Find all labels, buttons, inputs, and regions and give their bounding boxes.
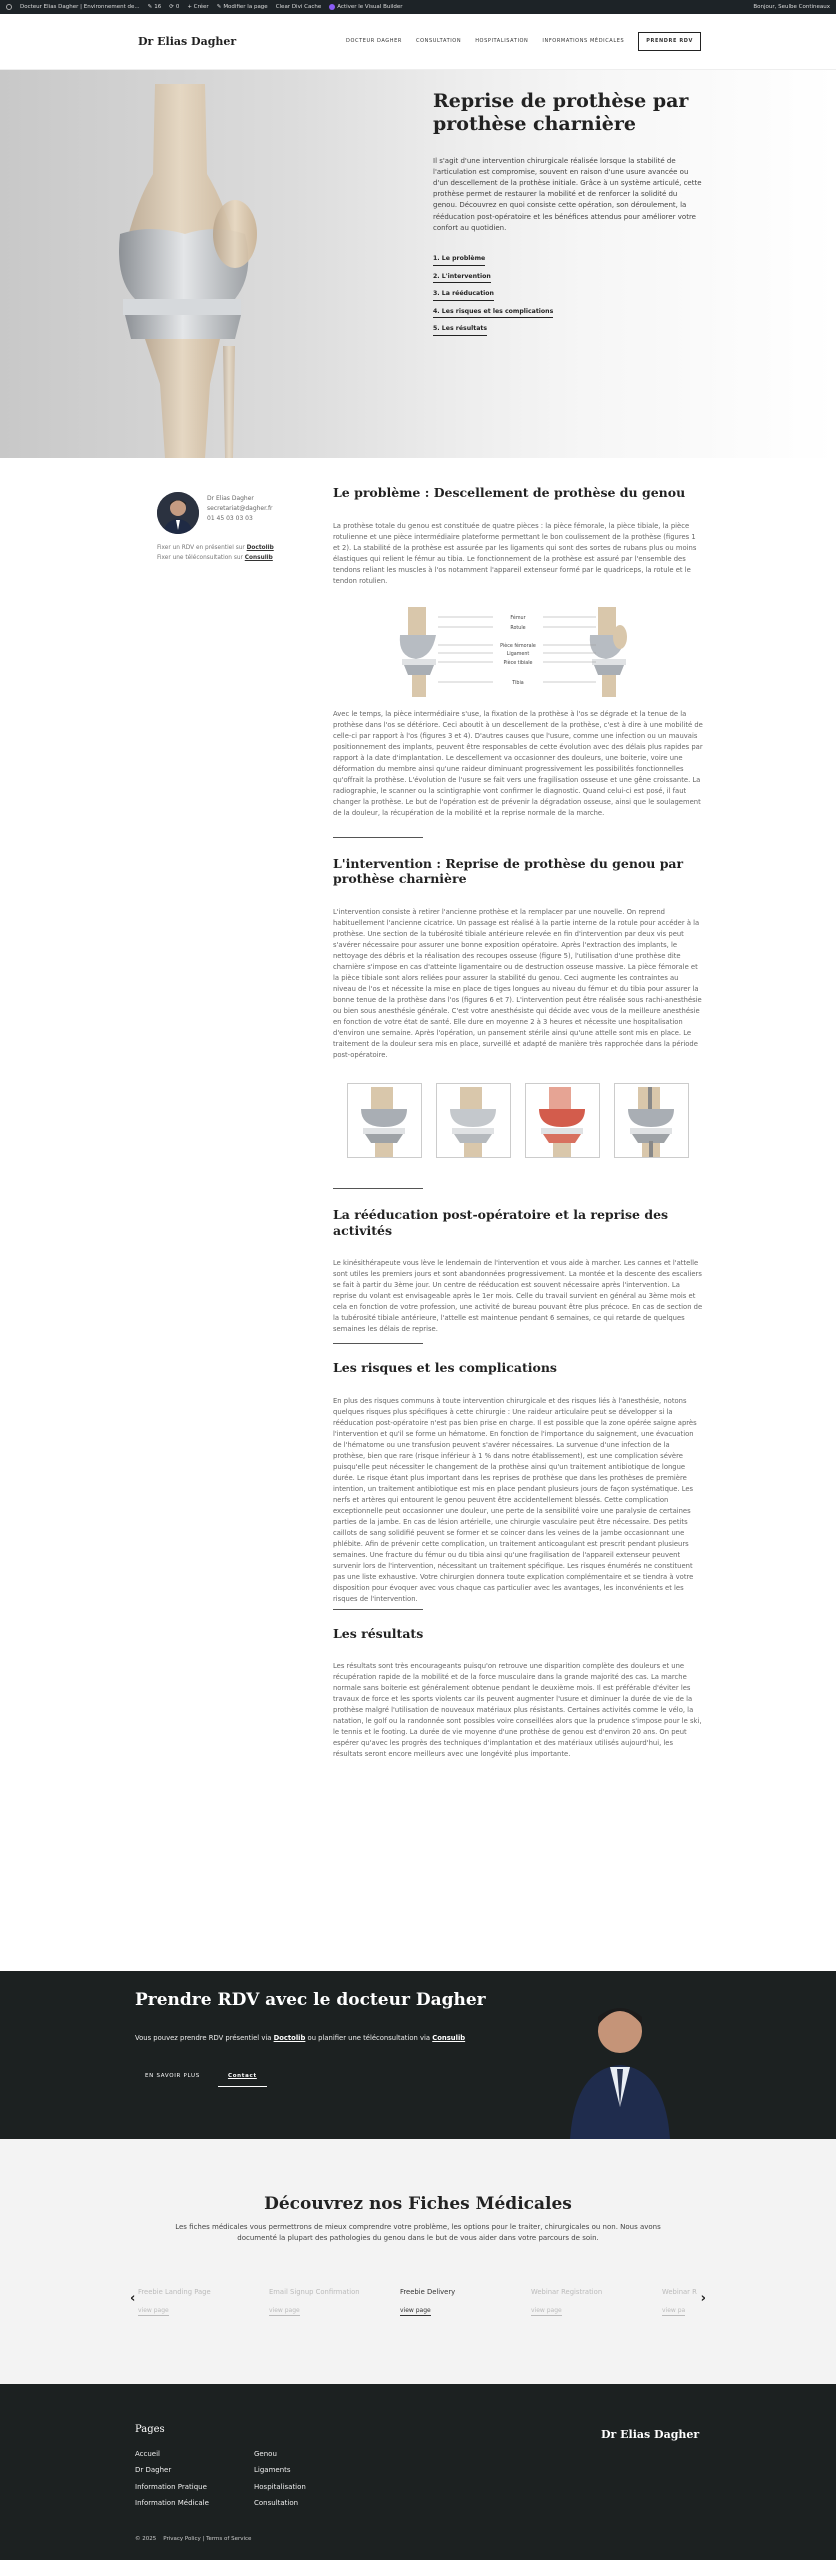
site-footer [0,2384,836,2560]
article [333,458,703,1760]
label-piece-tibiale: Pièce tibiale [503,660,533,666]
admin-visual-builder[interactable]: Activer le Visual Builder [329,3,402,12]
doctor-card [157,492,277,534]
fiche-card[interactable] [269,2287,400,2316]
site-header [0,14,836,70]
fiches-title: Découvrez nos Fiches Médicales [264,2194,572,2214]
probleme-text-1: La prothèse totale du genou est constituée de quatre pièces : la pièce fémorale, la pièce tibiale, la pièce rotulienne et une pièce intermédiaire plateforme permettant le bon coulissement de la prothèse (figures 1 et 2). La stabilité de la prothèse est assurée par les ligaments qui sont des sortes de rubans plus ou moins élastiques qui relient le fémur au tibia. Le fonctionnement de la prothèse est assuré par l'ensemble des tendons reliant les muscles à l'os notamment l'appareil extenseur formé par le quadriceps, la rotule et le tendon rotulien. [333,521,697,585]
fiche-card-title: Webinar Registration [531,2288,603,2296]
nav-hospitalisation[interactable]: HOSPITALISATION [475,37,529,44]
reeducation-text: Le kinésithérapeute vous lève le lendemain de l'intervention et vous aide à marcher. Les cannes et l'attelle sont utiles les premiers jours et sont abandonnées progressivement. La montée et la descente des escaliers se fait à partir du 3ème jour. Un centre de rééducation est souvent nécessaire après l'intervention. La reprise du volant est envisageable après le 1er mois. Celle du travail survient en général au 3ème mois et cela en fonction de votre profession, une activité de bureau pouvant être plus précoce. En cas de section de la tubérosité tibiale antérieure, l'attelle est maintenue pendant 6 semaines, ce qui retarde de quelques semaines les délais de reprise. [333,1259,703,1334]
hero-text [433,90,703,342]
cta-title: Prendre RDV avec le docteur Dagher [135,1990,486,2010]
footer-link-accueil[interactable]: Accueil [135,2450,160,2458]
knee-illustration [95,84,265,458]
footer-link-hospitalisation[interactable]: Hospitalisation [254,2482,306,2491]
doctor-name: Dr Elias Dagher [207,495,254,502]
label-piece-femorale: Pièce fémorale [500,643,536,649]
footer-bottom [135,2535,251,2544]
cta-doctolib-link[interactable]: Doctolib [273,2034,306,2042]
doctor-photo [565,1989,675,2139]
doctor-phone[interactable]: 01 45 03 03 03 [207,515,253,523]
fiche-card[interactable] [662,2287,698,2316]
nav-docteur-dagher[interactable]: DOCTEUR DAGHER [346,37,402,44]
prendre-rdv-button[interactable]: PRENDRE RDV [638,32,701,52]
footer-link-info-pratique[interactable]: Information Pratique [135,2482,207,2491]
toc-link-reeducation[interactable]: 3. La rééducation [433,289,494,301]
fiche-card-link[interactable]: view page [531,2306,562,2316]
admin-site-link[interactable]: Docteur Elias Dagher | Environnement de... [20,3,140,10]
section-title-probleme: Le problème : Descellement de prothèse du genou [333,485,686,500]
figure-step-1 [347,1083,422,1158]
fiche-card[interactable] [138,2287,269,2316]
section-title-resultats: Les résultats [333,1625,424,1641]
resultats-text: Les résultats sont très encourageants puisqu'on retrouve une disparition complète des douleurs et une récupération rapide de la mobilité et de la force musculaire dans la grande majorité des cas. La marche normale sans boiterie est généralement obtenue pendant le deuxième mois. Il est préférable d'éviter les travaux de force et les sports violents car ils peuvent augmenter l'usure et diminuer la durée de vie de la prothèse malgré l'utilisation de nouveaux matériaux plus résistants. Certaines activités comme le vélo, la natation, le golf ou la randonnée sont possibles voire conseillées alors que la prudence s'impose pour le ski, le tennis et le footing. La durée de vie moyenne d'une prothèse de genou est d'environ 20 ans. On peut espérer qu'avec les progrès des techniques d'implantation et des matériaux utilisés aujourd'hui, les résultats seront encore meilleurs avec une longévité plus importante. [333,1662,702,1759]
fiche-card-title: Freebie Delivery [400,2288,456,2296]
toc-link-probleme[interactable]: 1. Le problème [433,254,485,266]
admin-updates[interactable]: ⟳ 0 [169,3,180,10]
fiche-card-link[interactable]: view page [269,2306,300,2316]
toc-link-resultats[interactable]: 5. Les résultats [433,324,487,336]
nav-consultation[interactable]: CONSULTATION [415,37,462,44]
booking-note [157,544,277,564]
carousel-prev-icon[interactable]: ‹ [130,2291,136,2306]
edit-icon: ✎ [216,3,222,10]
doctor-info [207,492,273,525]
probleme-text-2: Avec le temps, la pièce intermédiaire s'use, la fixation de la prothèse à l'os se dégrade et la tenue de la prothèse dans l'os se détériore. Ceci aboutit à un descellement de la prothèse, c'est à dire à une mobilité de celle-ci par rapport à l'os (figures 3 et 4). D'autres causes que l'usure, comme une infection ou un mauvais positionnement des implants, peuvent être responsables de cette évolution avec des délais plus rapides par rapport à la date d'implantation. Le descellement va occasionner des douleurs, une boiterie, voire une déformation du membre ainsi qu'une raideur diminuant progressivement les possibilités fonctionnelles qu'offrait la prothèse. L'évolution de l'usure se fait vers une fragilisation osseuse et une gêne croissante. La radiographie, le scanner ou la scintigraphie vont confirmer le diagnostic. Quand celui-ci est posé, il faut changer la prothèse. Le but de l'opération est de prévenir la dégradation osseuse, ainsi que le soulagement de la douleur, la récupération de la mobilité et la reprise normale de la marche. [333,709,703,817]
risques-text: En plus des risques communs à toute intervention chirurgicale et des risques liés à l'anesthésie, notons quelques risques plus spécifiques à cette chirurgie : Une raideur articulaire peut se développer si la rééducation post-opératoire n'est pas bien prise en charge. Il est possible que la zone opérée saigne après l'intervention et qu'il se forme un hématome. En fonction de l'importance du saignement, une évacuation de l'hématome ou une transfusion peuvent s'avérer nécessaires. La survenue d'une infection de la prothèse, bien que rare (risque inférieur à 1 % dans notre établissement), est une complication sévère puisqu'elle peut nécessiter le changement de la prothèse ainsi qu'un traitement antibiotique de longue durée. Le risque étant plus important dans les reprises de prothèse que dans les prothèses de première intention, un traitement antibiotique est mis en place pendant plusieurs jours de façon systématique. Les nerfs et artères qui entourent le genou peuvent être accidentellement blessés. Cette complication exceptionnelle peut occasionner une douleur, une perte de la sensibilité voire une paralysie de certaines parties de la jambe. En cas de lésion artérielle, une chirurgie vasculaire peut être nécessaire. Des petits caillots de sang solidifié peuvent se former et se coincer dans les veines de la jambe occasionnant une phlébite. Afin de prévenir cette complication, un traitement anticoagulant est prescrit pendant plusieurs semaines. Une fracture du fémur ou du tibia ainsi qu'une fragilisation de l'appareil extenseur peuvent survenir lors de l'intervention, nécessitant un traitement spécifique. Les risques énumérés ne constituent pas une liste exhaustive. Votre chirurgien donnera toute explication complémentaire et se tiendra à votre disposition pour évoquer avec vous chaque cas particulier avec les avantages, les inconvénients et les risques de l'intervention. [333,1396,697,1603]
section-title-intervention: L'intervention : Reprise de prothèse du genou par prothèse charnière [333,855,684,887]
fiches-carousel [130,2287,706,2347]
figure-prosthesis-steps [333,1083,703,1158]
learn-more-button[interactable]: EN SAVOIR PLUS [145,2073,200,2079]
carousel-track [138,2287,698,2316]
admin-user[interactable]: Bonjour, Seulbe Contineaux [753,3,830,10]
wp-admin-bar [0,0,836,14]
table-of-contents [433,254,703,336]
fiches-description: Les fiches médicales vous permettrons de mieux comprendre votre problème, les options pour le traiter, chirurgicales ou non. Nous avons documenté la plupart des pathologies du genou dans le but de vous aider dans votre parcours de soin. [175,2223,661,2243]
admin-new[interactable]: + Créer [187,3,209,10]
update-icon: ⟳ [169,3,174,10]
footer-pages-title: Pages [135,2424,165,2435]
section-title-risques: Les risques et les complications [333,1360,557,1376]
nav-informations-medicales[interactable]: INFORMATIONS MÉDICALES [542,37,625,44]
avatar [157,492,199,534]
figure-step-3 [525,1083,600,1158]
toc-link-intervention[interactable]: 2. L'intervention [433,272,491,284]
fiche-card-title: Freebie Landing Page [138,2288,211,2296]
toc-link-risques[interactable]: 4. Les risques et les complications [433,307,553,319]
footer-link-genou[interactable]: Genou [254,2450,277,2458]
doctor-email[interactable]: secretariat@dagher.fr [207,505,273,513]
fiches-medicales [0,2139,836,2384]
footer-col-1 [135,2446,209,2512]
hero-intro: Il s'agit d'une intervention chirurgicale réalisée lorsque la stabilité de l'articulation est compromise, souvent en raison d'une usure avancée ou d'un descellement de la prothèse initiale. Grâce à un système articulé, cette prothèse permet de restaurer la mobilité et de renforcer la solidité du genou. Découvrez en quoi consiste cette opération, son déroulement, la rééducation post-opératoire et les bénéfices attendus pour améliorer votre confort au quotidien. [433,156,702,232]
consulib-link[interactable]: Consulib [244,554,273,561]
label-femur: Fémur [510,615,526,621]
fiche-card-link[interactable]: view page [400,2306,431,2316]
footer-link-dr-dagher[interactable]: Dr Dagher [135,2466,172,2475]
comment-icon: ✎ [147,3,153,10]
footer-logo[interactable]: Dr Elias Dagher [601,2428,700,2441]
figure-knee-anatomy [333,607,703,697]
fiche-card-link[interactable]: view page [138,2306,169,2316]
section-title-reeducation: La rééducation post-opératoire et la reprise des activités [333,1206,669,1238]
carousel-next-icon[interactable]: › [700,2291,706,2306]
footer-link-ligaments[interactable]: Ligaments [254,2466,291,2475]
doctor-sidebar [157,492,277,564]
consulib-note: Fixer une téléconsultation sur Consulib [157,554,273,561]
hero [0,70,836,458]
admin-edit-page[interactable]: ✎ Modifier la page [216,3,268,10]
main-content [0,458,836,1971]
label-tibia: Tibia [512,680,524,686]
copyright: © 2025 [135,2536,157,2542]
figure-step-4 [614,1083,689,1158]
cta-buttons [135,2067,267,2087]
main-nav [346,32,701,52]
doctolib-link[interactable]: Doctolib [246,545,274,551]
fiche-card[interactable] [531,2287,662,2316]
legal-links[interactable]: Privacy Policy | Terms of Service [163,2536,252,2542]
fiche-card-title: Email Signup Confirmation [269,2288,360,2296]
figure-step-2 [436,1083,511,1158]
doctolib-note: Fixer un RDV en présentiel sur Doctolib [157,545,274,551]
wp-logo-icon[interactable] [6,4,12,10]
cta-consulib-link[interactable]: Consulib [432,2034,466,2042]
knee-anatomy-diagram [398,607,638,697]
label-ligament: Ligament [506,651,530,657]
footer-link-info-medicale[interactable]: Information Médicale [135,2499,209,2508]
contact-button[interactable]: Contact [218,2067,267,2087]
page-title: Reprise de prothèse par prothèse charnière [433,90,689,135]
fiche-card-title: Webinar R [662,2288,697,2296]
admin-clear-cache[interactable]: Clear Divi Cache [275,3,322,10]
fiche-card-link[interactable]: view pa [662,2306,685,2316]
footer-link-consultation[interactable]: Consultation [254,2499,299,2508]
intervention-text: L'intervention consiste à retirer l'ancienne prothèse et la remplacer par une nouvelle. On reprend habituellement l'ancienne cicatrice. Un passage est réalisé à la partie interne de la rotule pour accéder à la prothèse. Une section de la tubérosité tibiale antérieure relevée en fin d'intervention par deux vis peut s'avérer nécessaire pour assurer une bonne exposition opératoire. Après l'extraction des implants, le nettoyage des débris et la réalisation des recoupes osseuse (figure 5), l'utilisation d'une prothèse dite charnière s'impose en cas d'atteinte ligamentaire ou de destruction osseuse massive. La pièce fémorale et la pièce tibiale sont alors reliées pour assurer la stabilité du genou. Ceci augmente les contraintes au niveau de l'os et nécessite la mise en place de tiges longues au niveau du fémur et du tibia pour assurer la bonne tenue de la prothèse dans l'os (figures 6 et 7). L'intervention peut être réalisée sous rachi-anesthésie ou bien sous anesthésie générale. C'est votre anesthésiste qui décide avec vous de la meilleure anesthésie en fonction de votre état de santé. Elle dure en moyenne 2 à 3 heures et nécessite une hospitalisation d'environ une semaine. Après l'opération, un pansement stérile ainsi qu'une attelle sont mis en place. Le traitement de la douleur sera mis en place, surveillé et adapté de manière très rapprochée dans la période post-opératoire. [333,907,702,1059]
rdv-cta-band [0,1971,836,2139]
footer-col-2 [254,2446,306,2512]
label-rotule: Rotule [510,625,526,631]
divi-icon [329,4,335,10]
cta-text: Vous pouvez prendre RDV présentiel via Doctolib ou planifier une téléconsultation via Consulib [135,2034,466,2042]
site-logo[interactable]: Dr Elias Dagher [138,34,237,48]
fiche-card[interactable] [400,2287,531,2316]
admin-comments[interactable]: ✎ 16 [147,3,162,10]
